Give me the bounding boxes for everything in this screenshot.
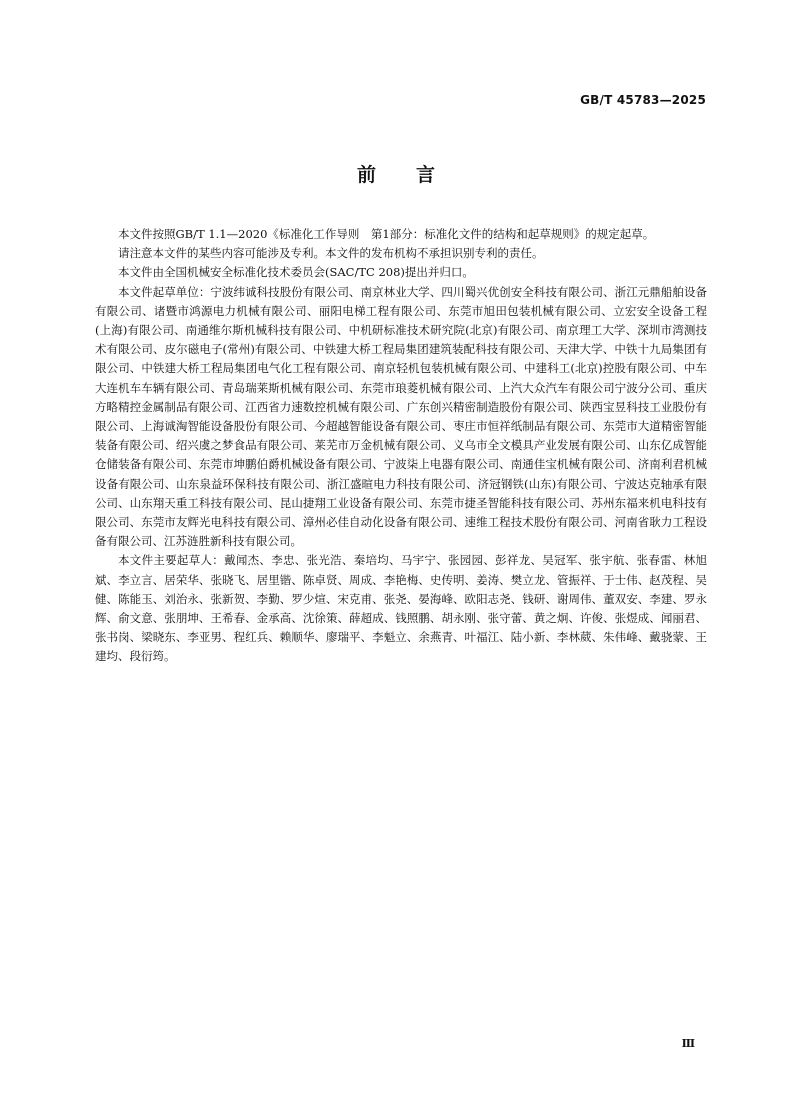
page-number: Ⅲ xyxy=(681,1037,695,1050)
paragraph-proposer: 本文件由全国机械安全标准化技术委员会(SAC/TC 208)提出并归口。 xyxy=(118,265,474,280)
paragraph-patent-notice: 请注意本文件的某些内容可能涉及专利。本文件的发布机构不承担识别专利的责任。 xyxy=(118,246,544,261)
foreword-body xyxy=(95,225,707,667)
standard-number: GB/T 45783—2025 xyxy=(580,93,706,107)
page-title: 前言 xyxy=(356,164,475,186)
paragraph-drafters: 本文件主要起草人：戴闻杰、李忠、张光浩、秦培均、马宇宁、张园园、彭祥龙、吴冠军、张宇航、张春雷、林旭斌、李立言、居荣华、张晓飞、居里锴、陈卓贤、周成、李艳梅、史传明、姜涛、樊立龙、管振祥、于士伟、赵茂程、吴健、陈能玉、刘治永、张新贺、李勤、罗少煊、宋克甫、张尧、晏海峰、欧阳志尧、钱研、谢周伟、董双安、李建、罗永辉、俞文意、张朋坤、王希春、金承高、沈徐策、薛超成、钱照鹏、胡永刚、张守蕾、黄之炯、许俊、张煜成、闻丽君、张书岗、梁晓东、李亚男、程红兵、赖顺华、廖瑞平、李魁立、余燕青、叶福江、陆小新、李林葳、朱伟峰、戴骁蒙、王建均、段衍筠。 xyxy=(95,553,707,664)
paragraph-drafting-rules: 本文件按照GB/T 1.1—2020《标准化工作导则 第1部分：标准化文件的结构和起草规则》的规定起草。 xyxy=(118,227,655,241)
paragraph-drafting-organizations: 本文件起草单位：宁波纬诚科技股份有限公司、南京林业大学、四川蜀兴优创安全科技有限公司、浙江元鼎船舶设备有限公司、诸暨市鸿源电力机械有限公司、丽阳电梯工程有限公司、东莞市旭田包装机械有限公司、立宏安全设备工程(上海)有限公司、南通维尔斯机械科技有限公司、中机研标准技术研究院(北京)有限公司、南京理工大学、深圳市湾测技术有限公司、皮尔磁电子(常州)有限公司、中铁建大桥工程局集团建筑装配科技有限公司、天津大学、中铁十九局集团有限公司、中铁建大桥工程局集团电气化工程有限公司、南京轻机包装机械有限公司、中建科工(北京)控股有限公司、中车大连机车车辆有限公司、青岛瑞莱斯机械有限公司、东莞市琅菱机械有限公司、上汽大众汽车有限公司宁波分公司、重庆方略精控金属制品有限公司、江西省力速数控机械有限公司、广东创兴精密制造股份有限公司、陕西宝昱科技工业股份有限公司、上海诚淘智能设备股份有限公司、今超越智能设备有限公司、枣庄市恒祥纸制品有限公司、东莞市大道精密智能装备有限公司、绍兴虞之梦食品有限公司、莱芜市万金机械有限公司、义乌市全文模具产业发展有限公司、山东亿成智能仓储装备有限公司、东莞市坤鹏伯爵机械设备有限公司、宁波柒上电器有限公司、南通佳宝机械有限公司、济南利君机械设备有限公司、山东泉益环保科技有限公司、浙江盛暄电力科技有限公司、济冠钢铁(山东)有限公司、宁波达克轴承有限公司、山东翔天重工科技有限公司、昆山捷翔工业设备有限公司、东莞市捷圣智能科技有限公司、苏州东福来机电科技有限公司、东莞市友辉光电科技有限公司、漳州必佳自动化设备有限公司、速维工程技术股份有限公司、河南省耿力工程设备有限公司、江苏涟胜新科技有限公司。 xyxy=(95,284,707,549)
